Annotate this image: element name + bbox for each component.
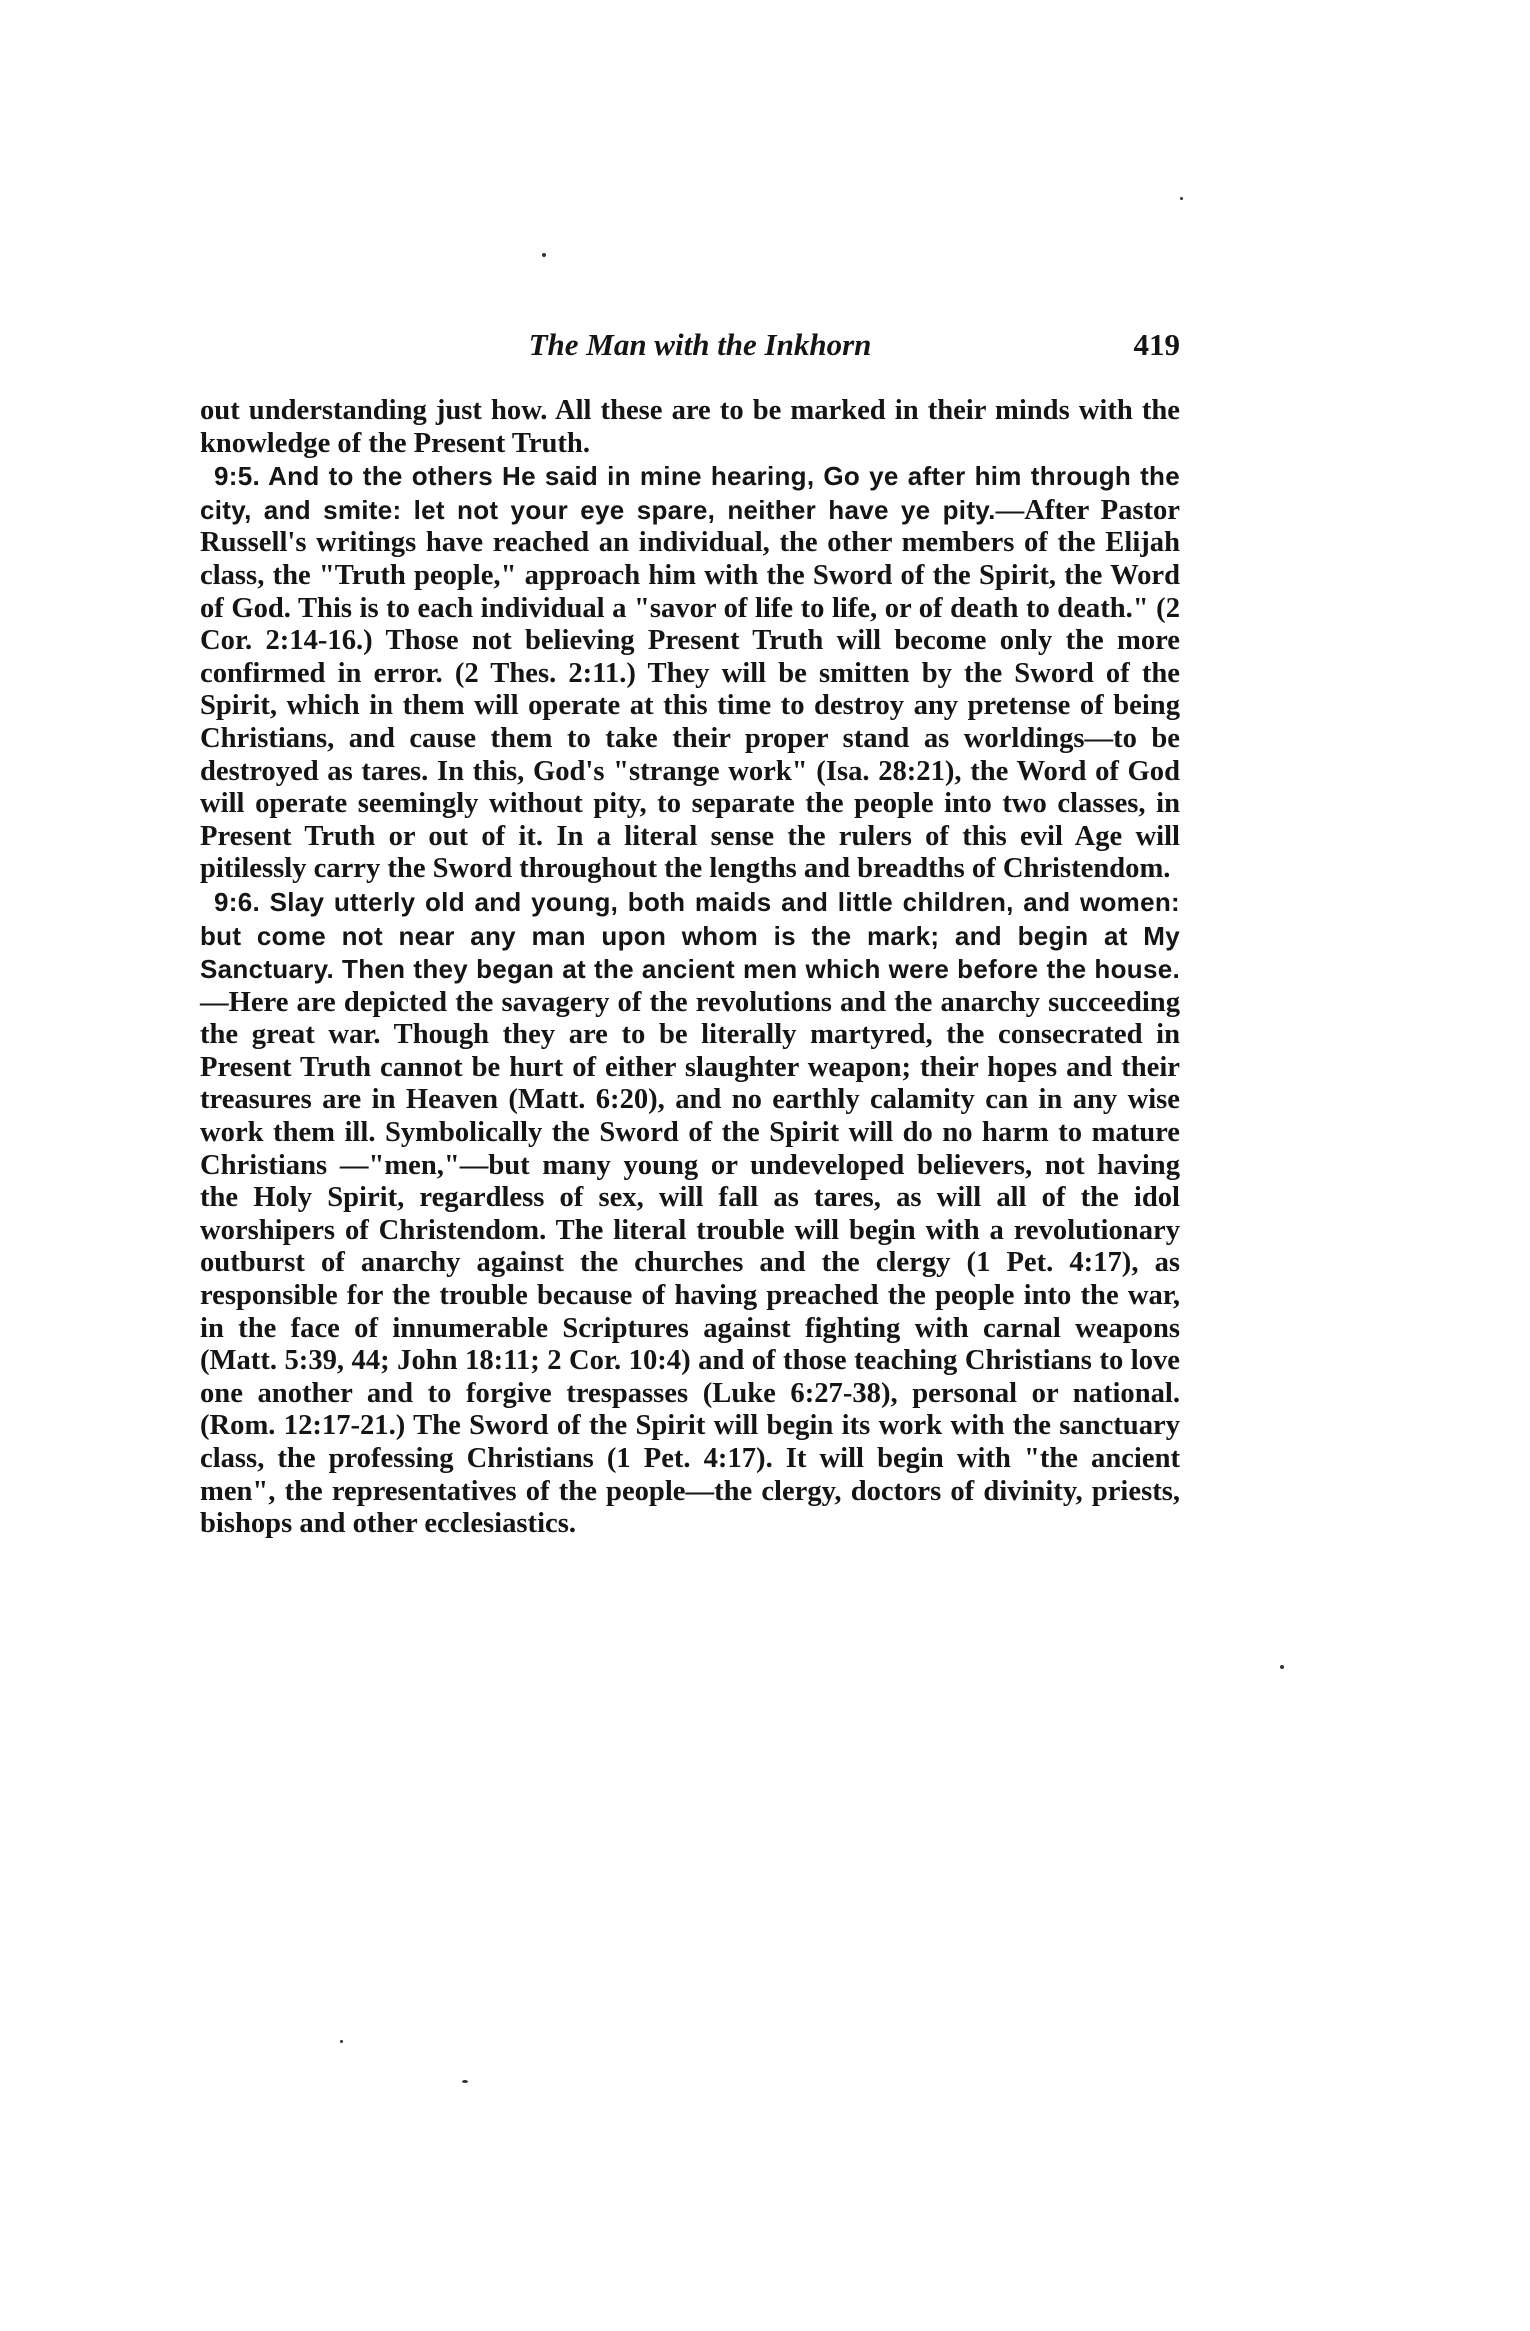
page-number: 419 [1133, 327, 1180, 362]
scan-speck [542, 253, 546, 257]
page-body [200, 395, 1180, 1541]
scan-speck [340, 2040, 343, 2043]
page-header [200, 320, 1200, 370]
running-title: The Man with the Inkhorn [528, 327, 872, 362]
scan-speck [462, 2080, 468, 2083]
commentary-text: —Here are depicted the savagery of the revolutions and the anarchy succeeding the great war. Though they are to be literally martyred, the consecrated in Present Truth cannot be hurt of either slaughter weapon; their hopes and their treasures are in Heaven (Matt. 6:20), and no earthly calamity can in any wise work them ill. Symbolically the Sword of the Spirit will do no harm to mature Christians —"men,"—but many young or undeveloped believers, not having the Holy Spirit, regardless of sex, will fall as tares, as will all of the idol worshipers of Christendom. The literal trouble will begin with a revolutionary outburst of anarchy against the churches and the clergy (1 Pet. 4:17), as responsible for the trouble because of having preached the people into the war, in the face of innumerable Scriptures against fighting with carnal weapons (Matt. 5:39, 44; John 18:11; 2 Cor. 10:4) and of those teaching Christians to love one another and to forgive trespasses (Luke 6:27-38), personal or national. (Rom. 12:17-21.) The Sword of the Spirit will begin its work with the sanctuary class, the professing Christians (1 Pet. 4:17). It will begin with "the ancient men", the representatives of the people—the clergy, doctors of divinity, priests, bishops and other ecclesiastics. [200, 986, 1180, 1540]
verse-quote: 9:5. And to the others He said in mine hearing, Go ye after him through the city, and smite: let not your eye spare, neither have ye pity. [200, 461, 1180, 525]
scan-speck [1180, 197, 1183, 200]
paragraph-verse-9-5 [200, 460, 1180, 886]
paragraph-text: out understanding just how. All these are to be marked in their minds with the knowledge of the Present Truth. [200, 395, 1180, 459]
paragraph-verse-9-6 [200, 886, 1180, 1541]
scan-speck [1280, 1665, 1284, 1669]
paragraph-continuation [200, 395, 1180, 460]
verse-quote: 9:6. Slay utterly old and young, both maids and little children, and women: but come not near any man upon whom is the mark; and begin at My Sanctuary. Then they began at the ancient men which were before the house. [200, 886, 1180, 985]
commentary-text: —After Pastor Russell's writings have reached an individual, the other members of the Elijah class, the "Truth people," approach him with the Sword of the Spirit, the Word of God. This is to each individual a "savor of life to life, or of death to death." (2 Cor. 2:14-16.) Those not believing Present Truth will become only the more confirmed in error. (2 Thes. 2:11.) They will be smitten by the Sword of the Spirit, which in them will operate at this time to destroy any pretense of being Christians, and cause them to take their proper stand as worldings—to be destroyed as tares. In this, God's "strange work" (Isa. 28:21), the Word of God will operate seemingly without pity, to separate the people into two classes, in Present Truth or out of it. In a literal sense the rulers of this evil Age will pitilessly carry the Sword throughout the lengths and breadths of Christendom. [200, 494, 1180, 885]
